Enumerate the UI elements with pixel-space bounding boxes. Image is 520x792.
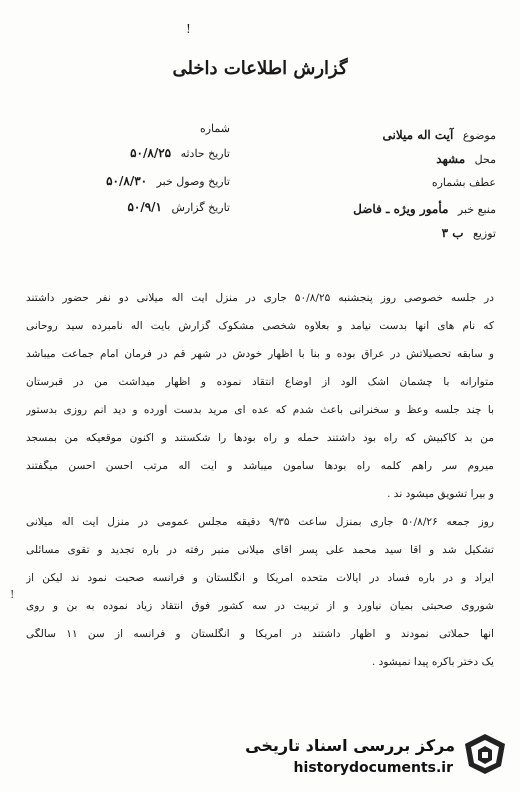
body-line: که نام های آنها بدست نیامد و بعلاوه شخصی مشکوک گزارش بآیت اله نامبرده سید روحانی [26, 320, 494, 332]
report-date-label: تاریخ گزارش [171, 201, 230, 214]
watermark [225, 726, 515, 784]
incident-date-field [130, 146, 230, 160]
body-line: یک دختر باکره پیدا نمیشود . [371, 656, 494, 668]
reference-label: عطف بشماره [431, 176, 496, 189]
body-line: میروم سر راهم کلمه راه بودها سامون میباشد و آیت اله مرتب احسن احسن میگفتند [26, 460, 494, 472]
watermark-title: مرکز بررسی اسناد تاریخی [245, 736, 455, 755]
body-line: و سابقه تحصیلاتش در عراق بوده و بنا با اظهار خودش در شهر قم در فرمان امام جماعت میباشد [26, 348, 494, 360]
body-line: و بیرا تشویق میشود ند . [387, 488, 494, 500]
report-date-field [127, 200, 230, 214]
body-line: در جلسه خصوصی روز پنجشنبه ۵۰/۸/۲۵ جاری در منزل آیت اله میلانی دو نفر حضور داشتند [26, 292, 494, 304]
body-line: من بد کاکبیش که راه بود داشتند حمله و راه بودها را شکستند و اکنون موقعیکه من بمسجد [26, 432, 494, 444]
body-line: شوروی صحبتی بمیان نیاورد و از تربیت در سه کشور فوق انتقاد زیاد نموده به بن و روی [26, 600, 494, 612]
watermark-url[interactable]: historydocuments.ir [293, 760, 453, 776]
body-line: با چند جلسه وعظ و سخنرانی باعث شدم که عده ای مرید بدست آورده و دید انم روزی بدستور [26, 404, 494, 416]
subject-field [383, 128, 496, 142]
number-field [200, 122, 230, 135]
receipt-date-label: تاریخ وصول خبر [156, 175, 230, 188]
incident-date-value: ۵۰/۸/۲۵ [130, 146, 172, 160]
body-line: تشکیل شد و آقا سید محمد علی پسر آقای میلانی منبر رفته در باره تجدید و تقوی مسائلی [26, 544, 494, 556]
distribution-field [442, 226, 496, 240]
body-line: متوارانه با چشمان اشک آلود از اوضاع انتقاد نموده و اظهار میداشت من در قبرستان [26, 376, 494, 388]
subject-value: آیت اله میلانی [382, 128, 454, 142]
margin-mark: ! [10, 588, 15, 601]
distribution-label: توزیع [473, 227, 496, 240]
number-label: شماره [199, 122, 230, 135]
distribution-value: ب ۳ [441, 226, 464, 240]
source-field [353, 202, 496, 216]
history-documents-logo-icon [461, 730, 509, 778]
top-mark: ! [186, 22, 191, 36]
document-title: گزارش اطلاعات داخلی [172, 58, 348, 79]
source-label: منبع خبر [457, 203, 496, 216]
subject-label: موضوع [462, 129, 496, 142]
body-line: ایراد و در باره فساد در ایالات متحده امریکا و انگلستان و فرانسه صحبت نمود ند لیکن از [26, 572, 494, 584]
body-line: آنها حملاتی نمودند و اظهار داشتند در امریکا و انگلستان و فرانسه از سن ۱۱ سالگی [26, 628, 494, 640]
reference-field [432, 176, 496, 189]
incident-date-label: تاریخ حادثه [180, 147, 230, 160]
body-line: روز جمعه ۵۰/۸/۲۶ جاری بمنزل ساعت ۹/۳۵ دقیقه مجلس عمومی در منزل آیت اله میلانی [26, 516, 494, 528]
receipt-date-field [106, 174, 230, 188]
place-field [436, 152, 496, 166]
receipt-date-value: ۵۰/۸/۳۰ [106, 174, 148, 188]
report-date-value: ۵۰/۹/۱ [127, 200, 162, 214]
source-value: مأمور ویژه ـ فاضل [353, 202, 449, 216]
place-value: مشهد [436, 152, 466, 166]
place-label: محل [474, 153, 496, 166]
